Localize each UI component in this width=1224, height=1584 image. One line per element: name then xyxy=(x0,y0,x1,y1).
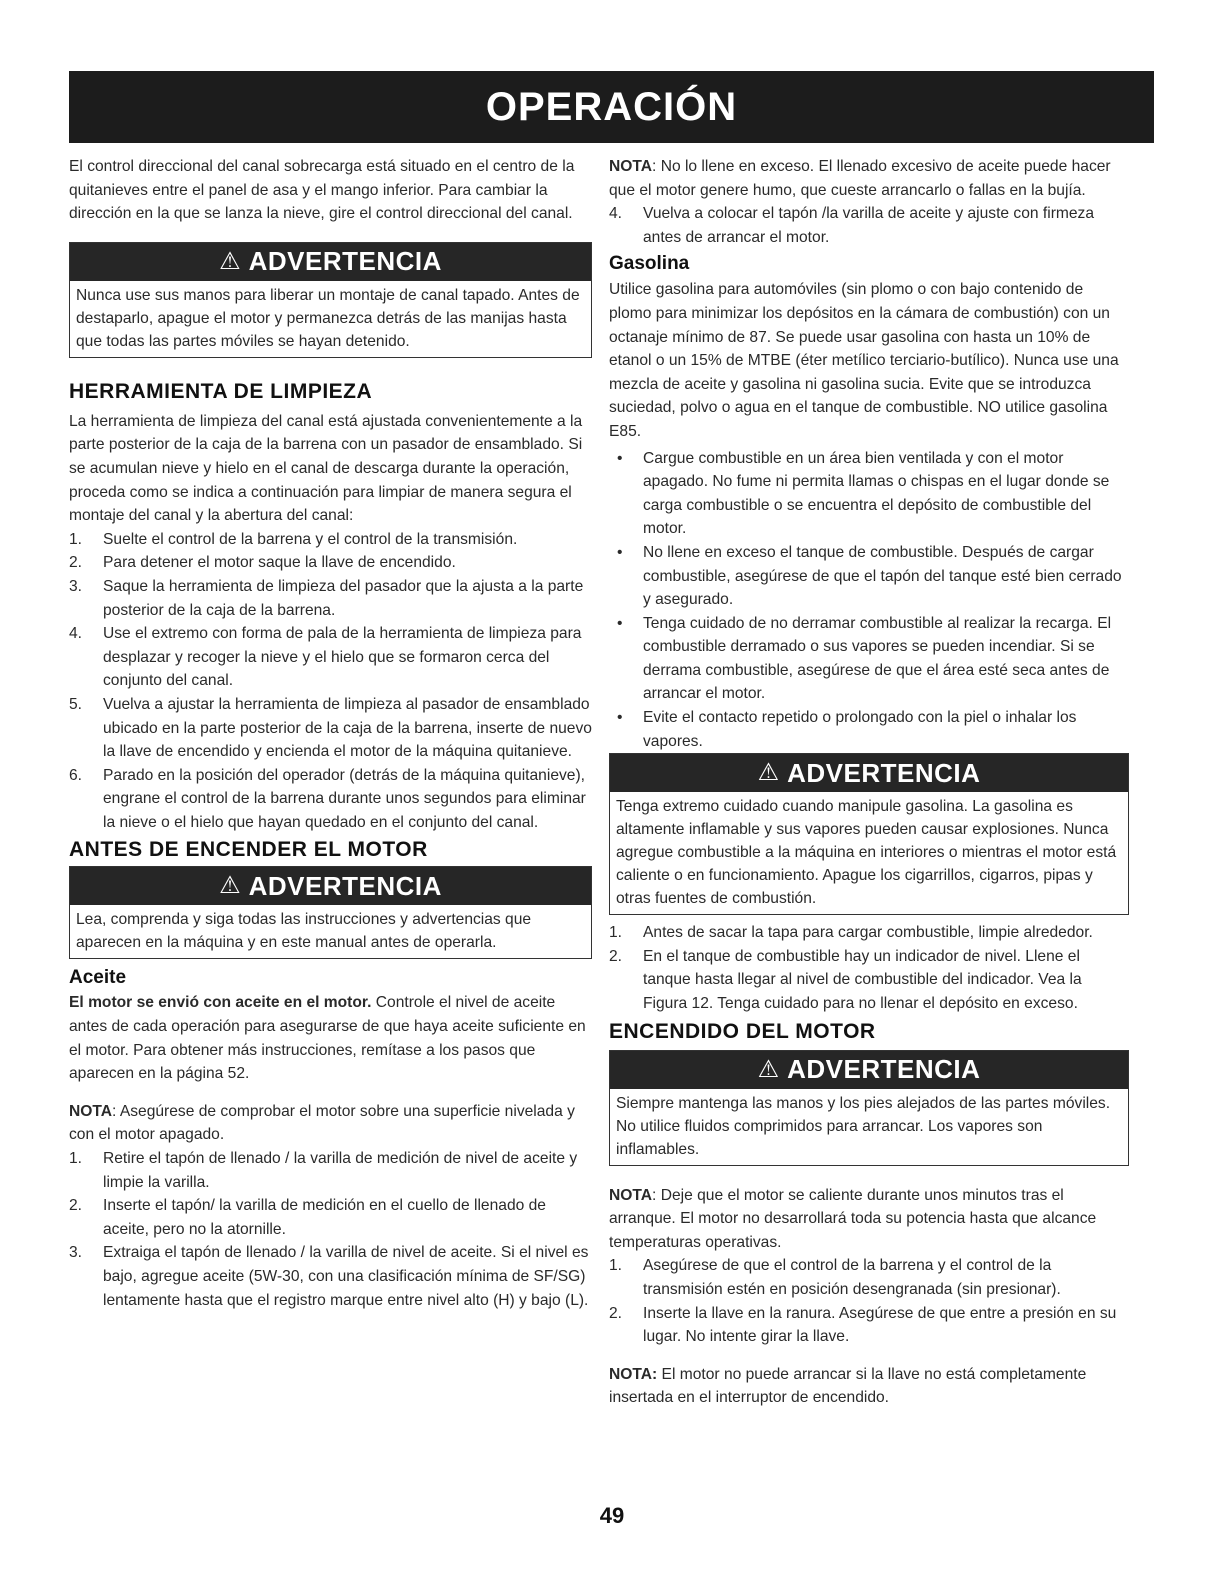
step-text: Inserte la llave en la ranura. Asegúrese de que entre a presión en su lugar. No intente girar la llave. xyxy=(643,1304,1117,1346)
gasoline-bullets xyxy=(609,447,1129,754)
warning-box xyxy=(69,866,592,959)
step-number: 6. xyxy=(69,766,83,784)
step-text: Suelte el control de la barrena y el control de la transmisión. xyxy=(103,530,518,548)
warning-label: ADVERTENCIA xyxy=(248,246,442,277)
list-item xyxy=(69,528,592,552)
note-label: NOTA xyxy=(609,158,653,175)
page-banner xyxy=(69,71,1154,143)
step-number: 1. xyxy=(609,924,623,942)
page-title: OPERACIÓN xyxy=(485,84,738,129)
step-text: Vuelva a colocar el tapón /la varilla de aceite y ajuste con firmeza antes de arrancar el motor. xyxy=(643,205,1095,246)
section-heading: ANTES DE ENCENDER EL MOTOR xyxy=(69,838,428,862)
warning-triangle-icon: ⚠ xyxy=(757,1055,780,1083)
warning-triangle-icon: ⚠ xyxy=(219,872,241,900)
warning-box xyxy=(609,753,1129,915)
bullet-icon: • xyxy=(617,449,623,467)
step-text: Vuelva a ajustar la herramienta de limpieza al pasador de ensamblado ubicado en la parte posterior de la caja de la barrena, inserte de nuevo la llave de encendido y encienda el motor de la máquina quitanieve. xyxy=(103,695,592,761)
oil-paragraph xyxy=(69,991,592,1085)
step-number: 3. xyxy=(69,577,83,595)
step-number: 5. xyxy=(69,695,83,713)
note-text: : Asegúrese de comprobar el motor sobre una superficie nivelada y con el motor apagado. xyxy=(69,1102,575,1144)
warning-text: Siempre mantenga las manos y los pies alejados de las partes móviles. No utilice fluidos comprimidos para arrancar. Los vapores son inflamables. xyxy=(616,1094,1111,1158)
list-item xyxy=(69,693,592,764)
warning-text: Lea, comprenda y siga todas las instrucciones y advertencias que aparecen en la máquina y en este manual antes de operarla. xyxy=(76,911,532,952)
list-item xyxy=(69,551,592,575)
warning-label: ADVERTENCIA xyxy=(787,1054,981,1085)
warning-header xyxy=(70,243,591,281)
gasoline-paragraph: Utilice gasolina para automóviles (sin plomo o con bajo contenido de plomo para minimizar los depósitos en la cámara de combustión) con un octanaje mínimo de 87. Se puede usar gasolina con hasta un 10% de etanol o un 15% de MTBE (éter metílico terciario-butílico). Nunca use una mezcla de aceite y gasolina ni gasolina sucia. Evite que se introduzca suciedad, polvo o agua en el tanque de combustible. NO utilice gasolina E85. xyxy=(609,281,1119,440)
list-item xyxy=(609,1254,1129,1301)
step-text: Antes de sacar la tapa para cargar combustible, limpie alrededor. xyxy=(643,924,1093,942)
oil-note-right xyxy=(609,155,1129,202)
bullet-text: Evite el contacto repetido o prolongado con la piel o inhalar los vapores. xyxy=(643,709,1077,750)
cleaning-paragraph: La herramienta de limpieza del canal está ajustada convenientemente a la parte posterior de la caja de la barrena con un pasador de ensamblado. Si se acumulan nieve y hielo en el canal de descarga durante la operación, proceda como se indica a continuación para limpiar de manera segura el montaje del canal y la abertura del canal: xyxy=(69,412,583,525)
warning-header xyxy=(610,1051,1128,1089)
step-number: 2. xyxy=(609,947,623,965)
warning-text: Nunca use sus manos para liberar un montaje de canal tapado. Antes de destaparlo, apague el motor y permanezca detrás de las manijas hasta que todas las partes móviles se hayan detenido. xyxy=(76,286,580,350)
warning-header xyxy=(610,754,1128,792)
list-item xyxy=(609,706,1129,753)
step-text: Parado en la posición del operador (detrás de la máquina quitanieve), engrane el control de la barrena durante unos segundos para eliminar la nieve o el hielo que hayan quedado en el conjunto del canal. xyxy=(103,766,586,831)
step-text: Inserte el tapón/ la varilla de medición en el cuello de llenado de aceite, pero no la atornille. xyxy=(103,1197,546,1238)
note-text: El motor no puede arrancar si la llave no está completamente insertada en el interruptor de encendido. xyxy=(609,1365,1087,1407)
right-column xyxy=(609,155,1129,1410)
warning-box xyxy=(609,1050,1129,1166)
list-item xyxy=(609,945,1129,1016)
section-heading: ENCENDIDO DEL MOTOR xyxy=(609,1019,876,1043)
bullet-icon: • xyxy=(617,709,623,727)
note-text: : Deje que el motor se caliente durante unos minutos tras el arranque. El motor no desarrollará toda su potencia hasta que alcance temperaturas operativas. xyxy=(609,1186,1097,1251)
warning-box xyxy=(69,242,592,358)
step-text: Use el extremo con forma de pala de la herramienta de limpieza para desplazar y recoger la nieve y el hielo que se formaron cerca del conjunto del canal. xyxy=(103,625,582,690)
warning-triangle-icon: ⚠ xyxy=(757,759,780,787)
note-text: : No lo llene en exceso. El llenado excesivo de aceite puede hacer que el motor genere humo, que cueste arrancarlo o fallas en la bujía. xyxy=(609,158,1111,199)
page-number: 49 xyxy=(599,1503,625,1528)
list-item xyxy=(609,202,1129,249)
step-text: Asegúrese de que el control de la barrena y el control de la transmisión estén en posición desengranada (sin presionar). xyxy=(643,1257,1061,1298)
intro-paragraph: El control direccional del canal sobrecarga está situado en el centro de la quitanieves entre el panel de asa y el mango inferior. Para cambiar la dirección en la que se lanza la nieve, gire el control direccional del canal. xyxy=(69,158,575,223)
subsection-heading: Gasolina xyxy=(609,253,690,275)
bullet-icon: • xyxy=(617,543,623,561)
start-steps xyxy=(609,1254,1129,1348)
step-text: En el tanque de combustible hay un indicador de nivel. Llene el tanque hasta llegar al nivel de combustible del indicador. Vea la Figura 12. Tenga cuidado para no llenar el depósito en exceso. xyxy=(643,947,1082,1013)
oil-bold-lead: El motor se envió con aceite en el motor. xyxy=(69,994,372,1012)
step-number: 2. xyxy=(69,554,83,572)
step-text: Extraiga el tapón de llenado / la varilla de nivel de aceite. Si el nivel es bajo, agregue aceite (5W-30, con una clasificación mínima de SF/SG) lentamente hasta que el registro marque entre nivel alto (H) y bajo (L). xyxy=(103,1244,589,1309)
oil-step-4 xyxy=(609,202,1129,249)
step-number: 1. xyxy=(69,1150,83,1168)
list-item xyxy=(69,764,592,835)
list-item xyxy=(69,575,592,622)
warning-text: Tenga extremo cuidado cuando manipule gasolina. La gasolina es altamente inflamable y sus vapores pueden causar explosiones. Nunca agregue combustible a la máquina en interiores o mientras el motor está caliente o en funcionamiento. Apague los cigarrillos, cigarros, pipas y otras fuentes de combustión. xyxy=(616,798,1117,908)
step-number: 3. xyxy=(69,1244,83,1262)
warning-label: ADVERTENCIA xyxy=(787,757,981,788)
section-heading: HERRAMIENTA DE LIMPIEZA xyxy=(69,379,373,403)
fuel-steps xyxy=(609,921,1129,1015)
warning-label: ADVERTENCIA xyxy=(248,870,442,901)
step-number: 4. xyxy=(69,625,83,643)
list-item xyxy=(609,447,1129,541)
bullet-text: Cargue combustible en un área bien ventilada y con el motor apagado. No fume ni permita llamas o chispas en el lugar donde se carga combustible o se encuentra el depósito de combustible del motor. xyxy=(643,449,1110,538)
step-number: 1. xyxy=(69,530,83,548)
cleaning-steps xyxy=(69,528,592,835)
step-number: 4. xyxy=(609,205,623,223)
list-item xyxy=(609,921,1129,945)
step-text: Saque la herramienta de limpieza del pasador que la ajusta a la parte posterior de la caja de la barrena. xyxy=(103,577,584,619)
step-number: 2. xyxy=(69,1197,83,1215)
start-note xyxy=(609,1184,1129,1255)
oil-text: Controle el nivel de aceite antes de cada operación para asegurarse de que haya aceite suficiente en el motor. Para obtener más instrucciones, remítase a los pasos que aparecen en la página 52. xyxy=(69,994,586,1083)
list-item xyxy=(69,1241,592,1312)
list-item xyxy=(609,1302,1129,1349)
note-label: NOTA: xyxy=(609,1365,658,1383)
note-label: NOTA xyxy=(69,1102,113,1120)
start-note-2 xyxy=(609,1363,1129,1410)
list-item xyxy=(609,541,1129,612)
note-label: NOTA xyxy=(609,1186,653,1204)
oil-note xyxy=(69,1100,592,1147)
warning-triangle-icon: ⚠ xyxy=(219,247,241,275)
subsection-heading: Aceite xyxy=(69,967,127,989)
step-number: 1. xyxy=(609,1257,623,1275)
bullet-icon: • xyxy=(617,614,623,632)
left-column xyxy=(69,155,592,1312)
step-text: Para detener el motor saque la llave de encendido. xyxy=(103,554,456,572)
bullet-text: No llene en exceso el tanque de combustible. Después de cargar combustible, asegúrese de que el tapón del tanque esté bien cerrado y asegurado. xyxy=(643,543,1122,609)
oil-steps xyxy=(69,1147,592,1312)
step-number: 2. xyxy=(609,1304,623,1322)
warning-header xyxy=(70,867,591,905)
list-item xyxy=(609,612,1129,706)
bullet-text: Tenga cuidado de no derramar combustible al realizar la recarga. El combustible derramado o sus vapores se pueden incendiar. Si se derrama combustible, asegúrese de que el área esté seca antes de arrancar el motor. xyxy=(643,614,1112,703)
list-item xyxy=(69,1194,592,1241)
step-text: Retire el tapón de llenado / la varilla de medición de nivel de aceite y limpie la varilla. xyxy=(103,1150,578,1191)
list-item xyxy=(69,622,592,693)
list-item xyxy=(69,1147,592,1194)
